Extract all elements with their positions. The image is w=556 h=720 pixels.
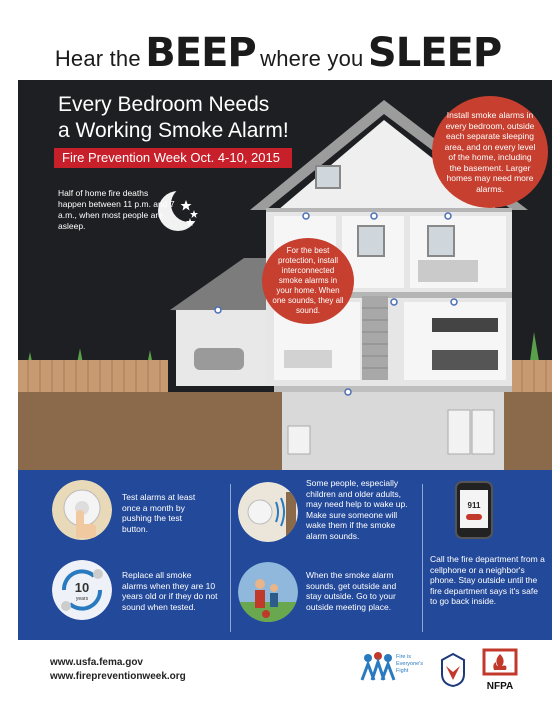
- usfa-tagline: Fire is Everyone's Fight: [396, 654, 424, 674]
- title-line-2: a Working Smoke Alarm!: [58, 119, 289, 142]
- poster: [18, 80, 552, 640]
- tip-replace-text: Replace all smoke alarms when they are 10 years old or if they do not sound when tested.: [122, 570, 218, 612]
- divider-2: [422, 484, 423, 632]
- url-fpw[interactable]: www.firepreventionweek.org: [50, 671, 186, 682]
- bubble-install-text: Install smoke alarms in every bedroom, outside each separate sleeping area, and on every level of the home, including the basement. Larger homes may need more alarms.: [444, 110, 536, 194]
- eagle-seal-icon: [440, 652, 466, 688]
- headline-part-3: where you: [260, 46, 364, 71]
- week-banner: Fire Prevention Week Oct. 4-10, 2015: [54, 148, 292, 168]
- garage-roof: [170, 258, 266, 312]
- bubble-interconnected: [262, 238, 354, 324]
- headline-sleep: SLEEP: [367, 30, 502, 76]
- bubble-interconnected-text: For the best protection, install interconnected smoke alarms in your home. When one sounds, they all sound.: [272, 246, 344, 315]
- family-outside-icon: [238, 562, 298, 622]
- headline: [0, 30, 556, 76]
- usfa-logo: [360, 650, 432, 690]
- test-button-icon: [52, 480, 112, 540]
- usfa-figures-icon: [360, 650, 396, 682]
- bubble-install-alarms: [432, 96, 548, 208]
- wake-help-icon: [238, 482, 298, 542]
- deaths-text: Half of home fire deaths happen between 11 p.m. and 7 a.m., when most people are asleep.: [58, 188, 175, 231]
- url-usfa[interactable]: www.usfa.fema.gov: [50, 657, 143, 668]
- poster-title: [58, 92, 289, 144]
- basement: [282, 390, 504, 470]
- phone-911-text: 911: [467, 501, 481, 510]
- headline-beep: BEEP: [145, 30, 256, 76]
- cellphone-icon: [454, 480, 494, 540]
- tip-help-text: Some people, especially children and older adults, may need help to wake up. Make sure someone will wake them if the smoke alarm sounds.: [306, 478, 408, 541]
- replace-alarm-icon: [52, 560, 112, 620]
- tip-call-text: Call the fire department from a cellphone or a neighbor's phone. Stay outside until the fire department says it's safe to go back inside.: [430, 554, 545, 606]
- footer-urls: [50, 656, 186, 684]
- replace-icon-unit: years: [75, 596, 89, 602]
- tip-outside-text: When the smoke alarm sounds, get outside and stay outside. Go to your outside meeting place.: [306, 570, 397, 612]
- nfpa-flame-icon: [482, 648, 518, 676]
- title-line-1: Every Bedroom Needs: [58, 93, 270, 116]
- headline-part-1: Hear the: [54, 46, 141, 71]
- divider-1: [230, 484, 231, 632]
- stairs: [362, 296, 388, 380]
- tip-test-text: Test alarms at least once a month by pushing the test button.: [122, 492, 196, 534]
- nfpa-logo: [482, 648, 518, 690]
- replace-icon-number: 10: [74, 580, 90, 595]
- nfpa-text: NFPA: [486, 681, 514, 692]
